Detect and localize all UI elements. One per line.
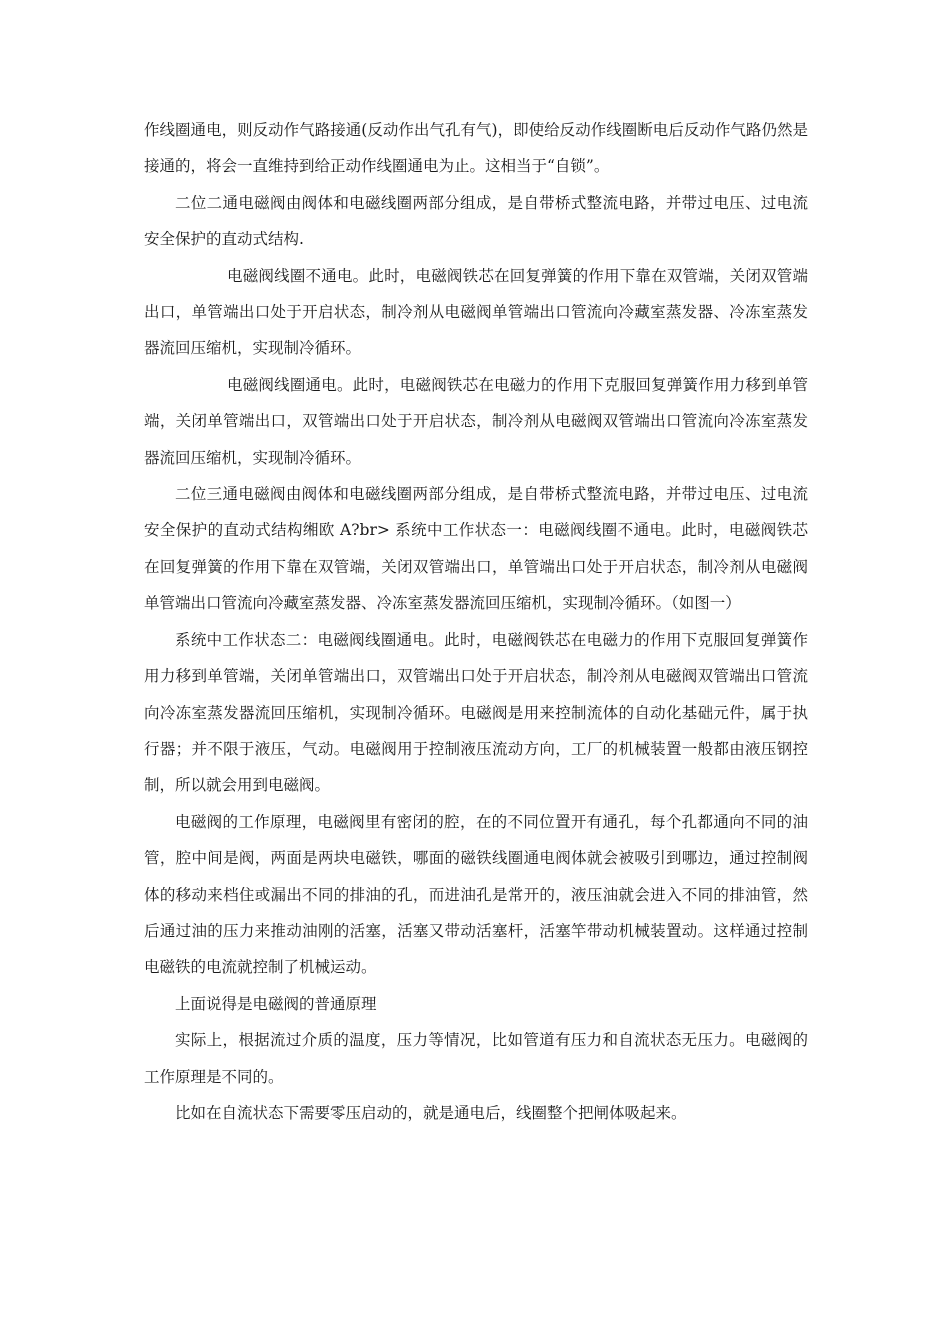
paragraph-two-way-coil-off: 电磁阀线圈不通电。此时，电磁阀铁芯在回复弹簧的作用下靠在双管端，关闭双管端出口，单管端出口处于开启状态，制冷剂从电磁阀单管端出口管流向冷藏室蒸发器、冷冻室蒸发器流回压缩机，实现制冷循环。 [144, 266, 808, 358]
paragraph-two-way-valve-intro: 二位二通电磁阀由阀体和电磁线圈两部分组成，是自带桥式整流电路，并带过电压、过电流安全保护的直动式结构. [144, 193, 808, 249]
paragraph-working-principle: 电磁阀的工作原理，电磁阀里有密闭的腔，在的不同位置开有通孔，每个孔都通向不同的油管，腔中间是阀，两面是两块电磁铁，哪面的磁铁线圈通电阀体就会被吸引到哪边，通过控制阀体的移动来档住或漏出不同的排油的孔，而进油孔是常开的，液压油就会进入不同的排油管，然后通过油的压力来推动油刚的活塞，活塞又带动活塞杆，活塞竿带动机械装置动。这样通过控制电磁铁的电流就控制了机械运动。 [144, 812, 808, 977]
paragraph-medium-conditions: 实际上，根据流过介质的温度，压力等情况，比如管道有压力和自流状态无压力。电磁阀的工作原理是不同的。 [144, 1031, 808, 1086]
paragraph-zero-pressure-start: 比如在自流状态下需要零压启动的，就是通电后，线圈整个把闸体吸起来。 [175, 1103, 687, 1122]
paragraph-self-lock: 作线圈通电，则反动作气路接通(反动作出气孔有气)，即使给反动作线圈断电后反动作气路仍然是接通的，将会一直维持到给正动作线圈通电为止。这相当于“自锁”。 [144, 121, 808, 176]
paragraph-two-way-coil-on: 电磁阀线圈通电。此时，电磁阀铁芯在电磁力的作用下克服回复弹簧作用力移到单管端，关闭单管端出口，双管端出口处于开启状态，制冷剂从电磁阀双管端出口管流向冷冻室蒸发器流回压缩机，实现制冷循环。 [144, 375, 808, 467]
paragraph-three-way-state-two: 系统中工作状态二：电磁阀线圈通电。此时，电磁阀铁芯在电磁力的作用下克服回复弹簧作用力移到单管端，关闭单管端出口，双管端出口处于开启状态，制冷剂从电磁阀双管端出口管流向冷冻室蒸发器流回压缩机，实现制冷循环。电磁阀是用来控制流体的自动化基础元件，属于执行器；并不限于液压，气动。电磁阀用于控制液压流动方向，工厂的机械装置一般都由液压钢控制，所以就会用到电磁阀。 [144, 630, 808, 795]
paragraph-three-way-state-one: 二位三通电磁阀由阀体和电磁线圈两部分组成，是自带桥式整流电路，并带过电压、过电流安全保护的直动式结构缃欧 A?br> 系统中工作状态一：电磁阀线圈不通电。此时，电磁阀铁芯在回复弹簧的作用下靠在双管端，关闭双管端出口，单管端出口处于开启状态，制冷剂从电磁阀单管端出口管流向冷藏室蒸发器、冷冻室蒸发器流回压缩机，实现制冷循环。（如图一） [144, 485, 808, 613]
document-page [144, 112, 808, 1131]
paragraph-general-principle-note: 上面说得是电磁阀的普通原理 [175, 994, 377, 1013]
